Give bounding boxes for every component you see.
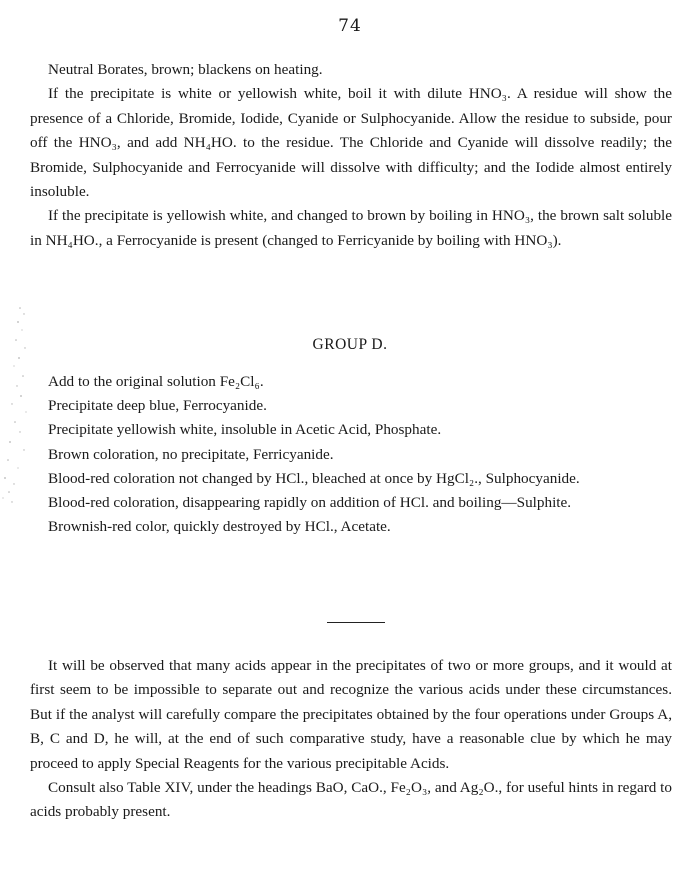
paragraph-neutral-borates: Neutral Borates, brown; blackens on heating. <box>48 61 323 78</box>
group-d-line: Brown coloration, no precipitate, Ferricyanide. <box>48 445 334 463</box>
group-d-line: Blood-red coloration, disappearing rapidly on addition of HCl. and boiling—Sulphite. <box>48 494 572 512</box>
group-d-line: Blood-red coloration not changed by HCl., bleached at once by HgCl₂., Sulphocyanide. <box>48 469 580 487</box>
bottom-text-block <box>30 654 672 825</box>
paragraph-consult-table: Consult also Table XIV, under the headings BaO, CaO., Fe₂O₃, and Ag₂O., for useful hints in regard to acids probably present. <box>30 779 672 821</box>
paragraph-ferrocyanide-test: If the precipitate is yellowish white, and changed to brown by boiling in HNO₃, the brown salt soluble in NH₄HO., a Ferrocyanide is present (changed to Ferricyanide by boiling with HNO₃). <box>30 207 672 249</box>
paragraph-observation: It will be observed that many acids appear in the precipitates of two or more groups, and it would at first seem to be impossible to separate out and recognize the various acids under these circumstances. But if the analyst will carefully compare the precipitates obtained by the four operations under Groups A, B, C and D, he will, at the end of such comparative study, have a reasonable clue by which he may proceed to apply Special Reagents for the various precipitable Acids. <box>30 657 672 772</box>
section-divider <box>327 622 385 623</box>
group-d-line: Precipitate deep blue, Ferrocyanide. <box>48 397 267 415</box>
group-d-line: Add to the original solution Fe₂Cl₆. <box>48 373 264 390</box>
group-d-list <box>30 370 674 539</box>
group-d-heading: GROUP D. <box>312 336 388 353</box>
paragraph-white-precipitate: If the precipitate is white or yellowish white, boil it with dilute HNO₃. A residue will show the presence of a Chloride, Bromide, Iodide, Cyanide or Sulphocyanide. Allow the residue to subside, pour off the HNO₃, and add NH₄HO. to the residue. The Chloride and Cyanide will dissolve readily; the Bromide, Sulphocyanide and Ferrocyanide will dissolve with difficulty; and the Iodide almost entirely insoluble. <box>30 85 672 201</box>
page-number: 74 <box>338 16 362 36</box>
top-text-block <box>30 58 672 253</box>
group-d-line: Precipitate yellowish white, insoluble in Acetic Acid, Phosphate. <box>48 421 442 439</box>
group-d-line: Brownish-red color, quickly destroyed by HCl., Acetate. <box>48 518 391 536</box>
